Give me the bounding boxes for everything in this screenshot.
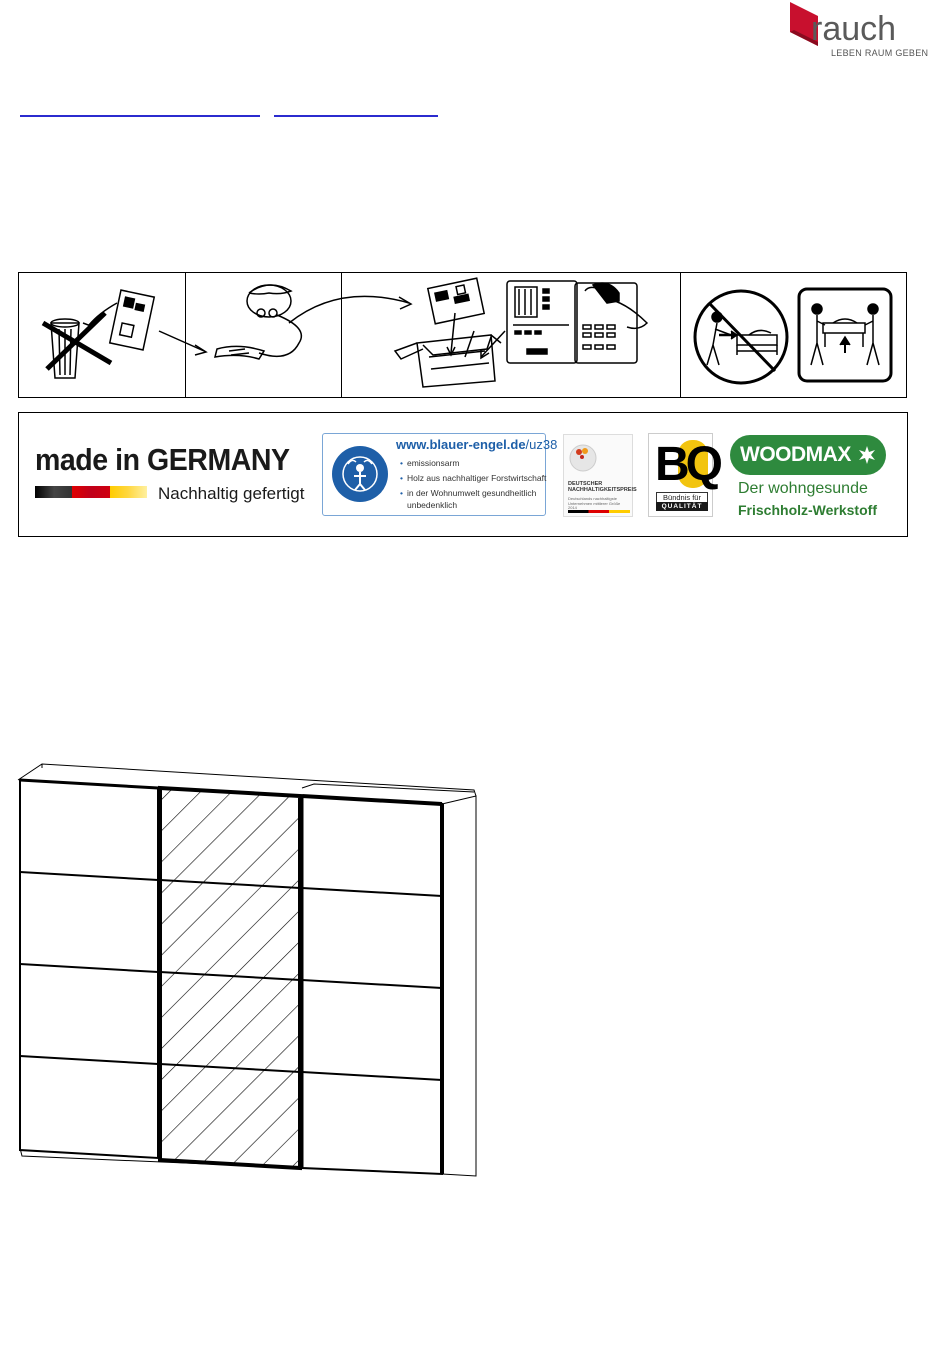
brand-name: rauch [811, 10, 897, 48]
nachhaltigkeitspreis-stripe [568, 510, 630, 513]
blauer-engel-item: • emissionsarm [400, 458, 459, 468]
woodmax-line2: Frischholz-Werkstoff [738, 502, 877, 518]
bq-letters: BQ [655, 438, 719, 491]
germany-flag-stripe [35, 486, 147, 498]
flag-segment [72, 486, 91, 498]
sliding-door-wardrobe-drawing [14, 760, 484, 1180]
do-not-discard-manual-icon [43, 290, 206, 378]
instruction-drawings [19, 273, 906, 397]
lift-furniture-icon [799, 289, 891, 381]
brand-tagline: LEBEN RAUM GEBEN [831, 48, 929, 58]
blauer-engel-item: • in der Wohnumwelt gesundheitlich [400, 488, 536, 498]
rauch-logo [785, 2, 929, 60]
read-manual-icon [215, 285, 411, 359]
woodmax-star-icon [857, 445, 877, 465]
instruction-panel [18, 272, 907, 398]
bq-line1: Bündnis für [656, 492, 708, 503]
made-in-germany-title: made in GERMANY [35, 442, 290, 477]
flag-segment [35, 486, 54, 498]
woodmax-line1: Der wohngesunde [738, 480, 868, 497]
bq-line2: QUALITÄT [656, 502, 708, 511]
flag-segment [54, 486, 73, 498]
do-not-drag-furniture-icon [695, 291, 787, 383]
nachhaltigkeitspreis-small: Deutschlands nachhaltigste Unternehmen mittlerer Größe 2014 [568, 496, 621, 510]
link-2[interactable] [274, 115, 438, 117]
woodmax-name: WOODMAX [740, 443, 851, 466]
keep-parts-organized-icon [395, 278, 647, 387]
blauer-engel-url: www.blauer-engel.de/uz38 [396, 437, 558, 452]
blauer-engel-seal-icon [330, 438, 390, 510]
blauer-engel-item-continued: unbedenklich [407, 500, 458, 510]
flag-segment [128, 486, 147, 498]
flag-segment [91, 486, 110, 498]
made-in-germany-subtitle: Nachhaltig gefertigt [158, 484, 305, 503]
link-1[interactable] [20, 115, 260, 117]
nachhaltigkeitspreis-sphere-icon [568, 440, 598, 476]
nachhaltigkeitspreis-label: DEUTSCHER NACHHALTIGKEITSPREIS [568, 481, 637, 493]
blauer-engel-item: • Holz aus nachhaltiger Forstwirtschaft [400, 473, 546, 483]
flag-segment [110, 486, 129, 498]
